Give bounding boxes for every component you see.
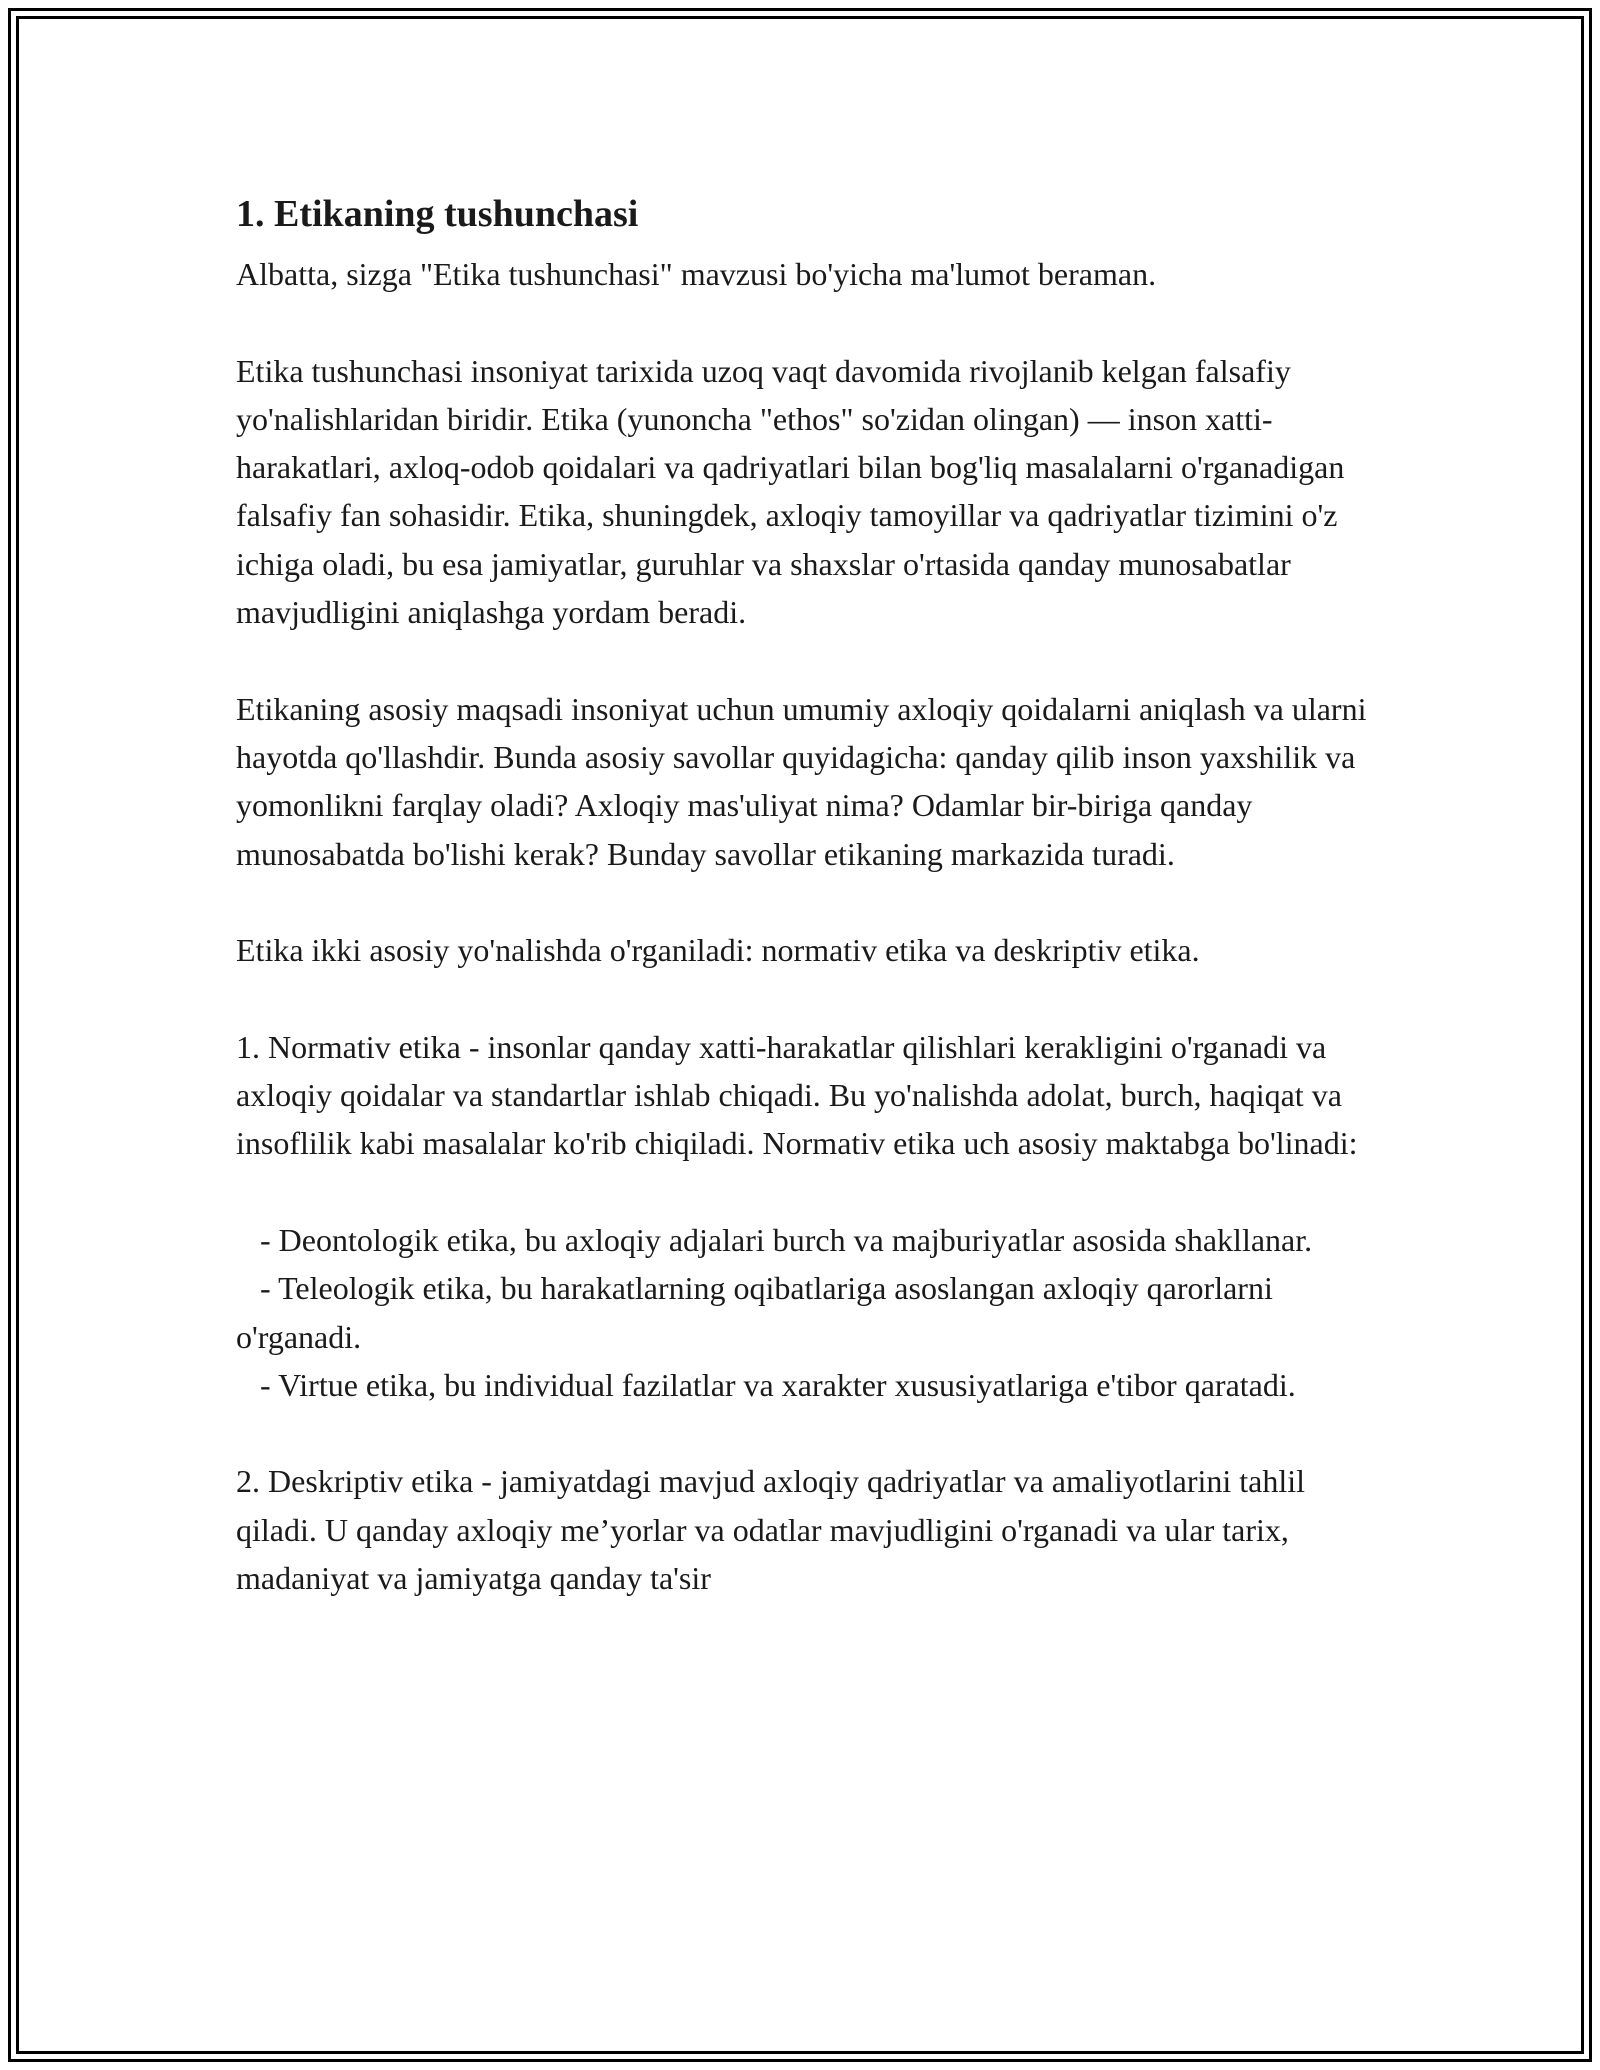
normative-ethics-paragraph: 1. Normativ etika - insonlar qanday xatti-harakatlar qilishlari kerakligini o'rganadi va axloqiy qoidalar va standartlar ishlab chiqadi. Bu yo'nalishda adolat, burch, haqiqat va insoflilik kabi masalalar ko'rib chiqiladi. Normativ etika uch asosiy maktabga bo'linadi: [236, 1028, 1358, 1162]
schools-list: - Deontologik etika, bu axloqiy adjalari burch va majburiyatlar asosida shakllanar. - Teleologik etika, bu harakatlarning oqibatlariga asoslangan axloqiy qarorlarni o'rganadi. - Virtue etika, bu individual fazilatlar va xarakter xususiyatlariga e'tibor qaratadi. [236, 1221, 1313, 1403]
intro-paragraph: Albatta, sizga "Etika tushunchasi" mavzusi bo'yicha ma'lumot beraman. [236, 256, 1157, 292]
section-heading: 1. Etikaning tushunchasi [236, 193, 639, 235]
descriptive-ethics-paragraph: 2. Deskriptiv etika - jamiyatdagi mavjud axloqiy qadriyatlar va amaliyotlarini tahlil qiladi. U qanday axloqiy me’yorlar va odatlar mavjudligini o'rganadi va ular tarix, madaniyat va jamiyatga qanday ta'sir [236, 1463, 1314, 1597]
directions-paragraph: Etika ikki asosiy yo'nalishda o'rganiladi: normativ etika va deskriptiv etika. [236, 932, 1200, 969]
definition-paragraph: Etika tushunchasi insoniyat tarixida uzoq vaqt davomida rivojlanib kelgan falsafiy yo'nalishlaridan biridir. Etika (yunoncha "ethos" so'zidan olingan) — inson xatti-harakatlari, axloq-odob qoidalari va qadriyatlari bilan bog'liq masalalarni o'rganadigan falsafiy fan sohasidir. Etika, shuningdek, axloqiy tamoyillar va qadriyatlar tizimini o'z ichiga oladi, bu esa jamiyatlar, guruhlar va shaxslar o'rtasida qanday munosabatlar mavjudligini aniqlashga yordam beradi. [236, 352, 1353, 631]
document-body [236, 186, 1376, 1602]
purpose-paragraph: Etikaning asosiy maqsadi insoniyat uchun umumiy axloqiy qoidalarni aniqlash va ularni hayotda qo'llashdir. Bunda asosiy savollar quyidagicha: qanday qilib inson yaxshilik va yomonlikni farqlay oladi? Axloqiy mas'uliyat nima? Odamlar bir-biriga qanday munosabatda bo'lishi kerak? Bunday savollar etikaning markazida turadi. [236, 690, 1375, 872]
